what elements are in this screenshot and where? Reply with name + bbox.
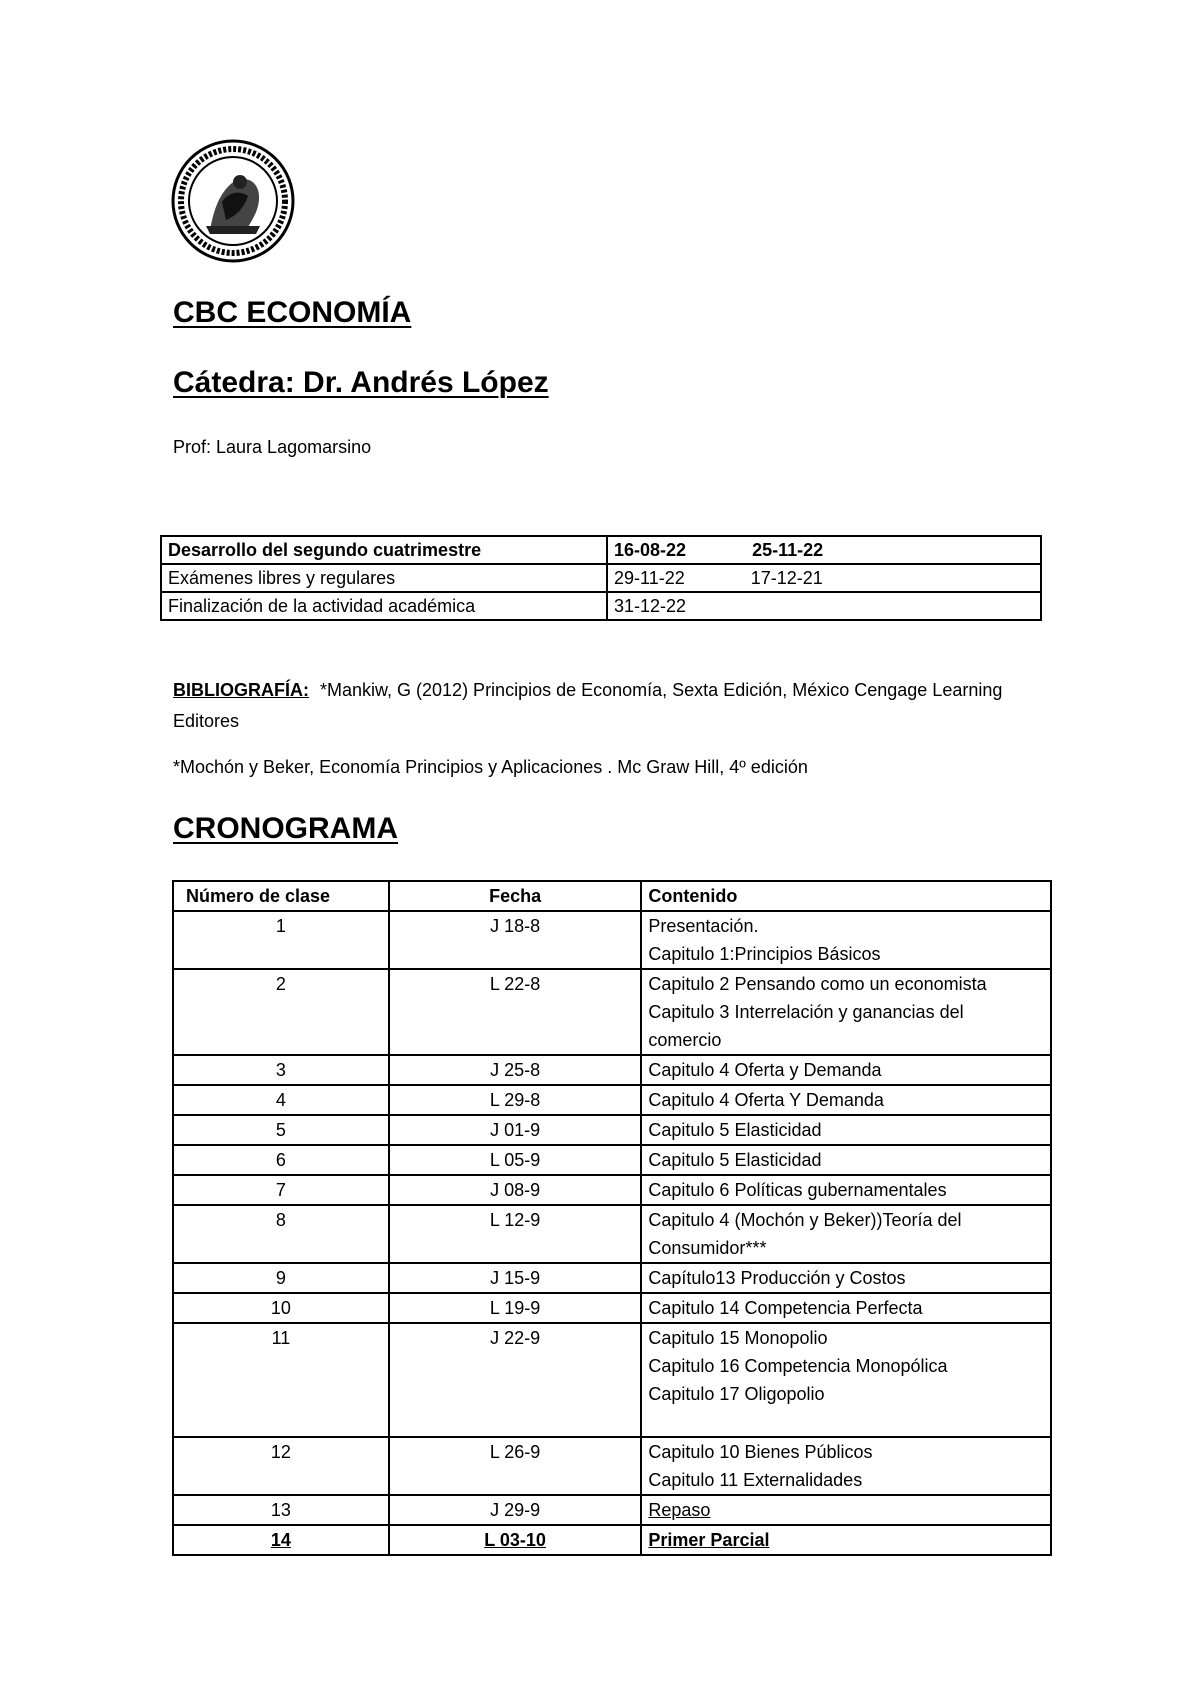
class-date: L 05-9 xyxy=(389,1145,642,1175)
table-row xyxy=(173,1525,1051,1555)
class-content xyxy=(641,1055,1051,1085)
class-content xyxy=(641,1115,1051,1145)
content-line: Capitulo 15 Monopolio xyxy=(648,1328,828,1348)
bibliography-item-2: *Mochón y Beker, Economía Principios y Aplicaciones . Mc Graw Hill, 4º edición xyxy=(173,757,808,777)
class-content xyxy=(641,1495,1051,1525)
class-date: L 12-9 xyxy=(389,1205,642,1263)
class-date: J 29-9 xyxy=(389,1495,642,1525)
class-date: L 29-8 xyxy=(389,1085,642,1115)
content-line: Capitulo 3 Interrelación y ganancias del xyxy=(648,1002,964,1022)
content-line: Capitulo 10 Bienes Públicos xyxy=(648,1442,873,1462)
cronograma-table xyxy=(172,880,1052,1556)
content-line: Consumidor*** xyxy=(648,1238,767,1258)
professor-line: Prof: Laura Lagomarsino xyxy=(173,437,372,457)
class-content xyxy=(641,1293,1051,1323)
class-date: J 15-9 xyxy=(389,1263,642,1293)
calendar-date-start: 31-12-22 xyxy=(614,596,687,616)
class-content xyxy=(641,969,1051,1055)
bibliography-text-1: *Mankiw, G (2012) Principios de Economía, Sexta Edición, México Cengage Learning Editores xyxy=(173,680,1003,731)
content-line: Capitulo 4 Oferta y Demanda xyxy=(648,1060,882,1080)
table-row xyxy=(173,1085,1051,1115)
table-row xyxy=(173,1495,1051,1525)
class-content xyxy=(641,911,1051,969)
table-row xyxy=(173,1293,1051,1323)
class-content xyxy=(641,1205,1051,1263)
table-row xyxy=(173,1263,1051,1293)
header-numero: Número de clase xyxy=(173,881,389,911)
class-number: 11 xyxy=(173,1323,389,1437)
table-row xyxy=(173,1145,1051,1175)
page-title: CBC ECONOMÍA xyxy=(173,296,412,329)
table-row xyxy=(173,969,1051,1055)
calendar-date-end: 25-11-22 xyxy=(752,540,824,560)
university-seal-logo xyxy=(170,138,296,264)
table-row xyxy=(173,911,1051,969)
class-date: L 19-9 xyxy=(389,1293,642,1323)
content-line: Repaso xyxy=(648,1500,711,1520)
class-content xyxy=(641,1263,1051,1293)
header-contenido: Contenido xyxy=(641,881,1051,911)
class-number: 8 xyxy=(173,1205,389,1263)
content-line: Capítulo13 Producción y Costos xyxy=(648,1268,906,1288)
calendar-date-start: 16-08-22 xyxy=(614,540,687,560)
class-date: L 03-10 xyxy=(389,1525,642,1555)
content-line: Primer Parcial xyxy=(648,1530,770,1550)
bibliography-item-1 xyxy=(173,675,1033,737)
class-number: 9 xyxy=(173,1263,389,1293)
content-line: Presentación. xyxy=(648,916,759,936)
content-line: Capitulo 17 Oligopolio xyxy=(648,1384,825,1404)
catedra-heading: Cátedra: Dr. Andrés López xyxy=(173,366,549,399)
class-number: 2 xyxy=(173,969,389,1055)
class-number: 12 xyxy=(173,1437,389,1495)
calendar-label: Finalización de la actividad académica xyxy=(161,592,607,620)
content-line: Capitulo 4 Oferta Y Demanda xyxy=(648,1090,884,1110)
class-content xyxy=(641,1145,1051,1175)
class-date: L 26-9 xyxy=(389,1437,642,1495)
class-number: 4 xyxy=(173,1085,389,1115)
calendar-dates xyxy=(607,564,1041,592)
content-line: Capitulo 1:Principios Básicos xyxy=(648,944,881,964)
class-content xyxy=(641,1175,1051,1205)
table-row xyxy=(173,1205,1051,1263)
class-content xyxy=(641,1437,1051,1495)
table-row xyxy=(173,1175,1051,1205)
calendar-date-start: 29-11-22 xyxy=(614,568,685,588)
class-number: 7 xyxy=(173,1175,389,1205)
bibliography-label: BIBLIOGRAFÍA: xyxy=(173,680,309,700)
content-line: Capitulo 6 Políticas gubernamentales xyxy=(648,1180,947,1200)
content-line: Capitulo 2 Pensando como un economista xyxy=(648,974,987,994)
class-date: J 08-9 xyxy=(389,1175,642,1205)
table-row xyxy=(173,1115,1051,1145)
class-content xyxy=(641,1085,1051,1115)
class-date: J 18-8 xyxy=(389,911,642,969)
cronograma-header-row xyxy=(173,881,1051,911)
class-number: 5 xyxy=(173,1115,389,1145)
content-line: Capitulo 4 (Mochón y Beker))Teoría del xyxy=(648,1210,962,1230)
class-date: J 22-9 xyxy=(389,1323,642,1437)
cronograma-title: CRONOGRAMA xyxy=(173,812,398,845)
class-content xyxy=(641,1525,1051,1555)
class-number: 10 xyxy=(173,1293,389,1323)
content-line: comercio xyxy=(648,1030,722,1050)
calendar-row xyxy=(161,564,1041,592)
content-line: Capitulo 14 Competencia Perfecta xyxy=(648,1298,923,1318)
class-date: L 22-8 xyxy=(389,969,642,1055)
header-fecha: Fecha xyxy=(389,881,642,911)
content-line: Capitulo 16 Competencia Monopólica xyxy=(648,1356,948,1376)
table-row xyxy=(173,1437,1051,1495)
class-date: J 01-9 xyxy=(389,1115,642,1145)
calendar-date-end: 17-12-21 xyxy=(750,568,823,588)
content-line: Capitulo 5 Elasticidad xyxy=(648,1150,822,1170)
class-number: 14 xyxy=(173,1525,389,1555)
class-number: 3 xyxy=(173,1055,389,1085)
class-content xyxy=(641,1323,1051,1437)
calendar-label: Desarrollo del segundo cuatrimestre xyxy=(161,536,607,564)
class-number: 13 xyxy=(173,1495,389,1525)
calendar-row xyxy=(161,592,1041,620)
calendar-dates xyxy=(607,592,1041,620)
class-number: 1 xyxy=(173,911,389,969)
content-line: Capitulo 11 Externalidades xyxy=(648,1470,863,1490)
class-number: 6 xyxy=(173,1145,389,1175)
calendar-table xyxy=(160,535,1042,621)
calendar-label: Exámenes libres y regulares xyxy=(161,564,607,592)
calendar-row xyxy=(161,536,1041,564)
calendar-dates xyxy=(607,536,1041,564)
content-line xyxy=(648,1408,1044,1436)
content-line: Capitulo 5 Elasticidad xyxy=(648,1120,822,1140)
table-row xyxy=(173,1055,1051,1085)
class-date: J 25-8 xyxy=(389,1055,642,1085)
table-row xyxy=(173,1323,1051,1437)
